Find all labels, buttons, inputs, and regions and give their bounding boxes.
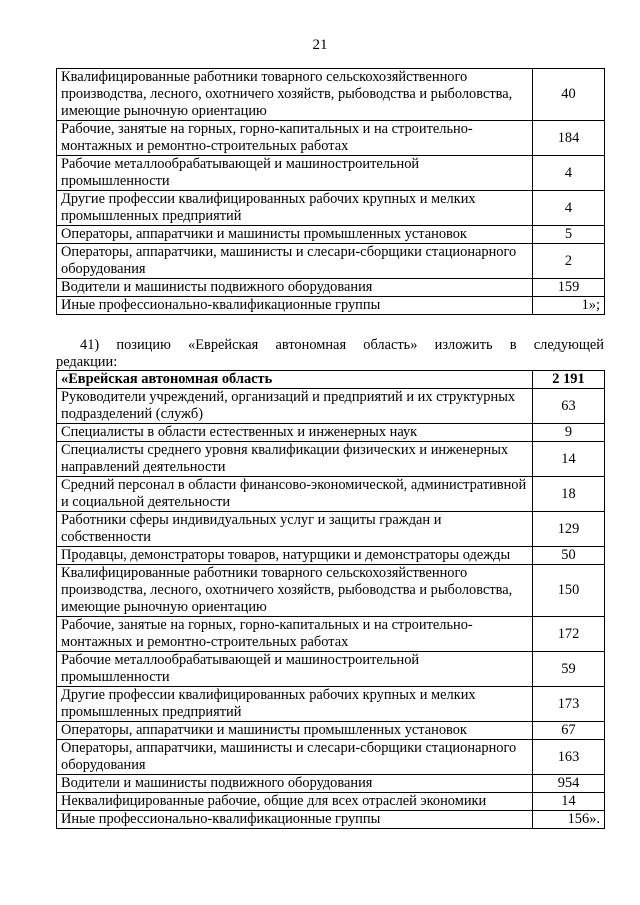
worker-count: 40 [533,69,605,121]
table-row [57,811,605,829]
worker-count: 14 [533,793,605,811]
page-number: 21 [312,37,328,53]
table-row [57,121,605,156]
worker-count: 4 [533,191,605,226]
table-row [57,226,605,244]
occupation-group: Неквалифицированные рабочие, общие для всех отраслей экономики [57,793,533,811]
occupation-group: Иные профессионально-квалификационные группы [57,297,533,315]
occupation-group: Иные профессионально-квалификационные группы [57,811,533,829]
worker-count: 59 [533,652,605,687]
occupation-group: Операторы, аппаратчики, машинисты и слесари-сборщики стационарного оборудования [57,740,533,775]
table-continued [56,68,605,315]
occupation-group: Другие профессии квалифицированных рабочих крупных и мелких промышленных предприятий [57,687,533,722]
region-total: 2 191 [533,371,605,389]
occupation-group: Другие профессии квалифицированных рабочих крупных и мелких промышленных предприятий [57,191,533,226]
paragraph-line-2: редакции: [56,354,118,370]
table-row [57,297,605,315]
worker-count: 159 [533,279,605,297]
table-jewish-autonomous-region [56,370,605,829]
table-header-row [57,371,605,389]
worker-count: 18 [533,477,605,512]
table-row [57,722,605,740]
occupation-group: Водители и машинисты подвижного оборудования [57,775,533,793]
region-name: «Еврейская автономная область [57,371,533,389]
worker-count: 50 [533,547,605,565]
table-row [57,191,605,226]
worker-count: 67 [533,722,605,740]
table-row [57,279,605,297]
table-row [57,565,605,617]
table-row [57,156,605,191]
table-row [57,793,605,811]
worker-count: 14 [533,442,605,477]
worker-count: 156». [533,811,605,829]
worker-count: 954 [533,775,605,793]
occupation-group: Руководители учреждений, организаций и предприятий и их структурных подразделений (служб) [57,389,533,424]
table-row [57,652,605,687]
occupation-group: Рабочие, занятые на горных, горно-капитальных и на строительно-монтажных и ремонтно-строительных работах [57,617,533,652]
worker-count: 150 [533,565,605,617]
occupation-group: Работники сферы индивидуальных услуг и защиты граждан и собственности [57,512,533,547]
worker-count: 9 [533,424,605,442]
occupation-group: Рабочие металлообрабатывающей и машиностроительной промышленности [57,652,533,687]
table-row [57,775,605,793]
occupation-group: Специалисты в области естественных и инженерных наук [57,424,533,442]
occupation-group: Продавцы, демонстраторы товаров, натурщики и демонстраторы одежды [57,547,533,565]
worker-count: 184 [533,121,605,156]
worker-count: 1»; [533,297,605,315]
worker-count: 2 [533,244,605,279]
occupation-group: Операторы, аппаратчики и машинисты промышленных установок [57,722,533,740]
table-row [57,424,605,442]
table-row [57,477,605,512]
occupation-group: Квалифицированные работники товарного сельскохозяйственного производства, лесного, охотничего хозяйств, рыбоводства и рыболовства, имеющие рыночную ориентацию [57,565,533,617]
table-row [57,740,605,775]
occupation-group: Операторы, аппаратчики и машинисты промышленных установок [57,226,533,244]
occupation-group: Операторы, аппаратчики, машинисты и слесари-сборщики стационарного оборудования [57,244,533,279]
occupation-group: Средний персонал в области финансово-экономической, административной и социальной деятельности [57,477,533,512]
worker-count: 173 [533,687,605,722]
occupation-group: Рабочие, занятые на горных, горно-капитальных и на строительно-монтажных и ремонтно-строительных работах [57,121,533,156]
table-row [57,617,605,652]
table-row [57,244,605,279]
worker-count: 172 [533,617,605,652]
occupation-group: Специалисты среднего уровня квалификации физических и инженерных направлений деятельности [57,442,533,477]
worker-count: 5 [533,226,605,244]
table-row [57,69,605,121]
worker-count: 63 [533,389,605,424]
table-row [57,547,605,565]
paragraph-line-1: 41) позицию «Еврейская автономная область» изложить в следующей [80,337,604,353]
worker-count: 163 [533,740,605,775]
occupation-group: Квалифицированные работники товарного сельскохозяйственного производства, лесного, охотничего хозяйств, рыбоводства и рыболовства, имеющие рыночную ориентацию [57,69,533,121]
occupation-group: Водители и машинисты подвижного оборудования [57,279,533,297]
amendment-paragraph [56,337,604,371]
worker-count: 129 [533,512,605,547]
table-row [57,512,605,547]
occupation-group: Рабочие металлообрабатывающей и машиностроительной промышленности [57,156,533,191]
table-row [57,389,605,424]
table-row [57,442,605,477]
worker-count: 4 [533,156,605,191]
table-row [57,687,605,722]
